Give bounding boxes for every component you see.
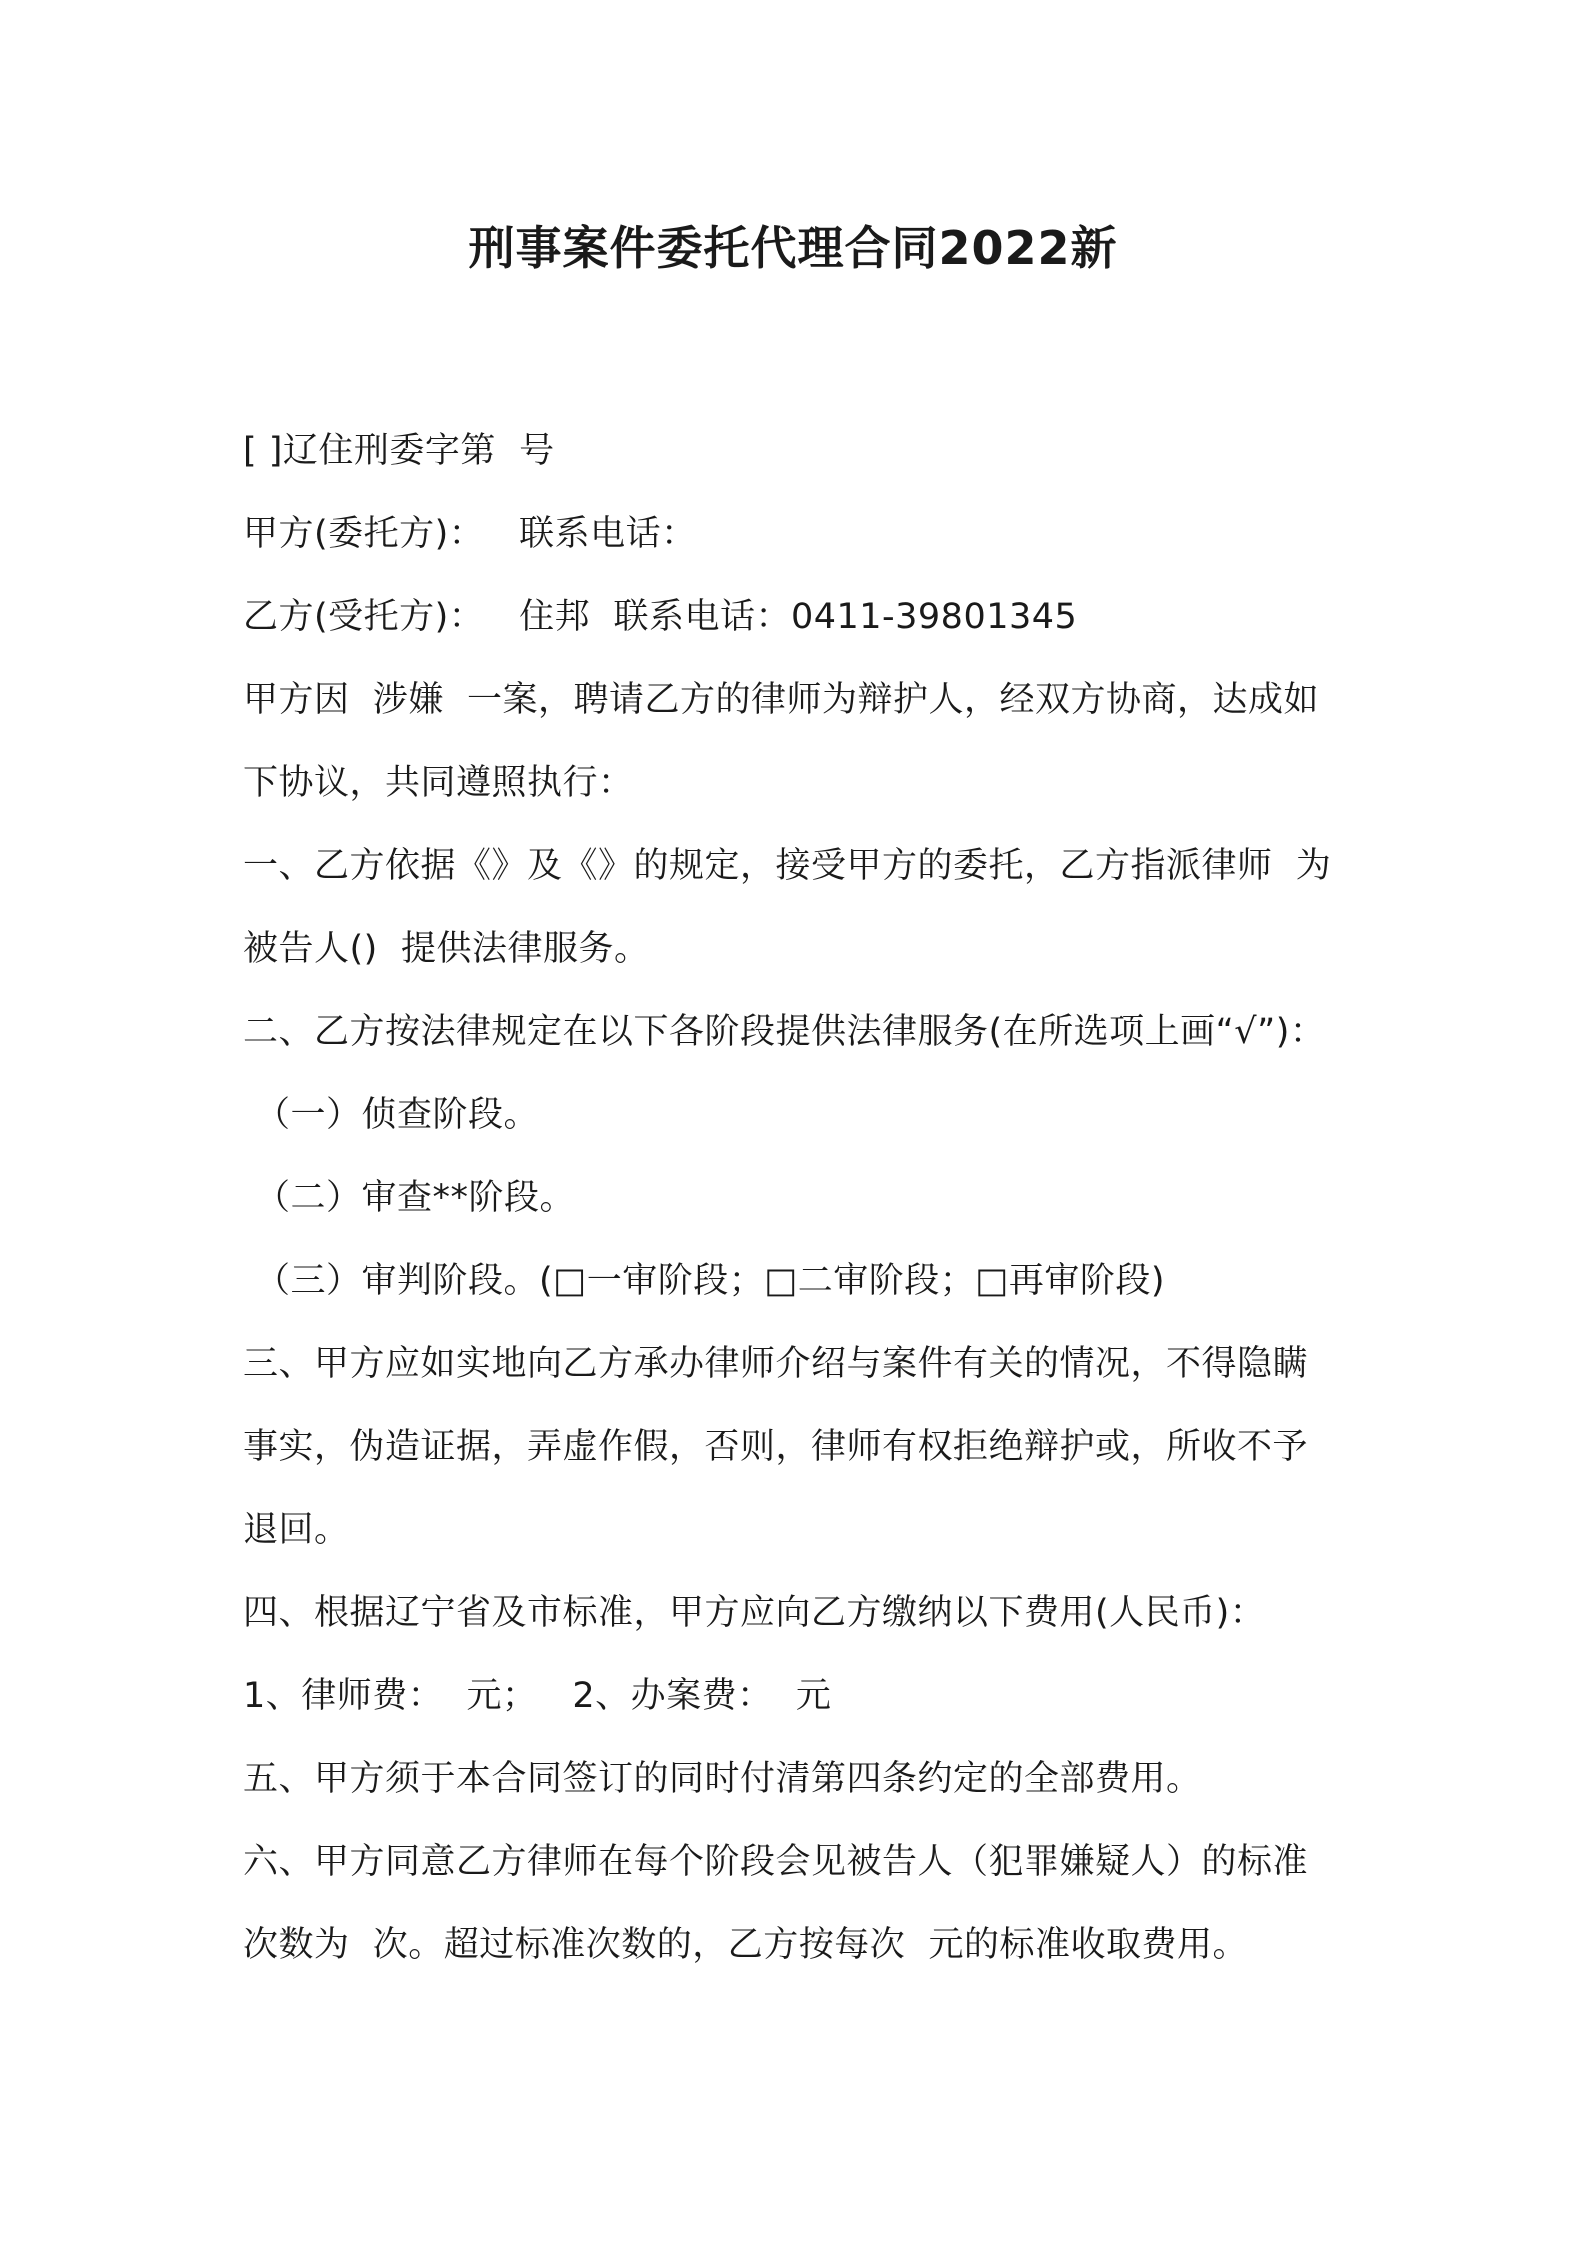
preamble-line-1: 甲方因 涉嫌 一案，聘请乙方的律师为辩护人，经双方协商，达成如 [243, 680, 1320, 720]
clause-2-item-3: （三）审判阶段。(□一审阶段；□二审阶段；□再审阶段) [255, 1261, 1166, 1301]
contract-number-line: [ ]辽住刑委字第 号 [243, 431, 555, 471]
party-a-line: 甲方(委托方)： 联系电话： [243, 514, 697, 554]
clause-2-item-1: （一）侦查阶段。 [255, 1095, 540, 1135]
clause-4-line: 四、根据辽宁省及市标准，甲方应向乙方缴纳以下费用(人民币)： [243, 1593, 1266, 1633]
clause-3-line-2: 事实，伪造证据，弄虚作假，否则，律师有权拒绝辩护或，所收不予 [243, 1427, 1309, 1467]
document-title: 刑事案件委托代理合同2022新 [468, 221, 1118, 275]
preamble-line-2: 下协议，共同遵照执行： [243, 763, 634, 803]
document-body [243, 410, 1373, 1987]
clause-2-line: 二、乙方按法律规定在以下各阶段提供法律服务(在所选项上画“√”)： [243, 1012, 1326, 1052]
party-b-line: 乙方(受托方)： 住邦 联系电话：0411-39801345 [243, 597, 1078, 637]
clause-4-fees-line: 1、律师费： 元； 2、办案费： 元 [243, 1676, 832, 1716]
clause-2-item-2: （二）审查**阶段。 [255, 1178, 576, 1218]
clause-1-line-1: 一、乙方依据《》及《》的规定，接受甲方的委托，乙方指派律师 为 [243, 846, 1332, 886]
clause-3-line-3: 退回。 [243, 1510, 350, 1550]
clause-6-line-2: 次数为 次。超过标准次数的，乙方按每次 元的标准收取费用。 [243, 1925, 1249, 1965]
clause-5-line: 五、甲方须于本合同签订的同时付清第四条约定的全部费用。 [243, 1759, 1202, 1799]
clause-1-line-2: 被告人() 提供法律服务。 [243, 929, 650, 969]
clause-6-line-1: 六、甲方同意乙方律师在每个阶段会见被告人（犯罪嫌疑人）的标准 [243, 1842, 1309, 1882]
clause-3-line-1: 三、甲方应如实地向乙方承办律师介绍与案件有关的情况，不得隐瞒 [243, 1344, 1309, 1384]
